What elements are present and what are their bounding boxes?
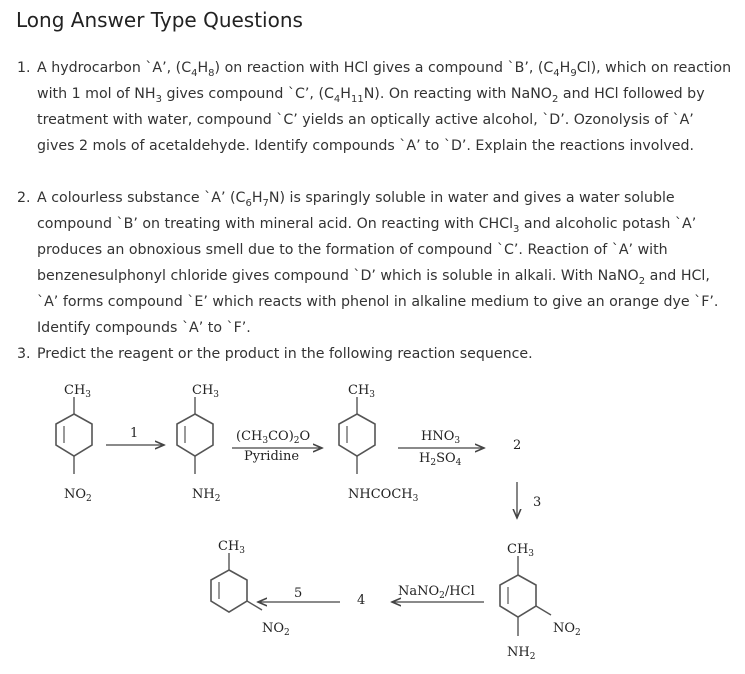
nh2-label: $NH_2$ (192, 487, 221, 504)
reagent-acetic-anhydride: $(CH_3CO)_2O$ (236, 429, 311, 446)
question-number: 2. (17, 190, 31, 206)
ch3-label: $CH_3$ (348, 383, 376, 400)
no2-label: $NO_2$ (553, 621, 581, 638)
question-number: 1. (17, 60, 31, 76)
question-2 (17, 185, 732, 341)
molecule-methyl-nitroaniline (500, 542, 581, 662)
question-1 (17, 55, 732, 159)
molecule-p-toluidine (177, 383, 220, 504)
molecule-acetanilide (339, 383, 419, 504)
step-label-1: 1 (130, 426, 139, 441)
question-text: A colourless substance `A’ $(C_6H_7N)$ is sparingly soluble in water and gives a water soluble compound `B’ on treating with mineral acid. On reacting with CHCl$_3$ and alcoholic potash `A’ produces an obnoxious smell due to the formation of compound `C’. Reaction of `A’ with benzenesulphonyl chloride gives compound `D’ which is soluble in alkali. With NaNO$_2$ and HCl, `A’ forms compound `E’ which reacts with phenol in alkaline medium to give an orange dye `F’. Identify compounds `A’ to `F’. (37, 190, 719, 336)
no2-label: $NO_2$ (64, 487, 92, 504)
reaction-scheme (0, 370, 745, 674)
reagent-nano2-hcl: NaNO$_2$/HCl (398, 584, 475, 601)
question-3 (17, 341, 732, 367)
step-label-4: 4 (357, 593, 366, 608)
molecule-m-nitrotoluene (211, 539, 290, 638)
step-label-2: 2 (513, 438, 522, 453)
step-label-5: 5 (294, 586, 303, 601)
reagent-h2so4: $H_2SO_4$ (419, 451, 462, 468)
molecule-p-nitrotoluene (56, 383, 92, 504)
nhcoch3-label: $NHCOCH_3$ (348, 487, 419, 504)
no2-label: $NO_2$ (262, 621, 290, 638)
reagent-pyridine: Pyridine (244, 449, 300, 464)
ch3-label: $CH_3$ (218, 539, 246, 556)
question-number: 3. (17, 346, 31, 362)
step-label-3: 3 (533, 495, 542, 510)
ch3-label: $CH_3$ (192, 383, 220, 400)
question-text: A hydrocarbon `A’, $(C_4H_8)$ on reaction with HCl gives a compound `B’, $(C_4H_9Cl)$, which on reaction with 1 mol of $NH_3$ gives compound `C’, $(C_4H_{11}N)$. On reacting with NaNO$_2$ and HCl followed by treatment with water, compound `C’ yields an optically active alcohol, `D’. Ozonolysis of `A’ gives 2 mols of acetaldehyde. Identify compounds `A’ to `D’. Explain the reactions involved. (37, 60, 732, 154)
ch3-label: $CH_3$ (507, 542, 535, 559)
question-text: Predict the reagent or the product in the following reaction sequence. (37, 346, 533, 362)
nh2-label: $NH_2$ (507, 645, 536, 662)
page-title: Long Answer Type Questions (16, 8, 303, 32)
ch3-label: $CH_3$ (64, 383, 92, 400)
reagent-hno3: $HNO_3$ (421, 429, 461, 446)
